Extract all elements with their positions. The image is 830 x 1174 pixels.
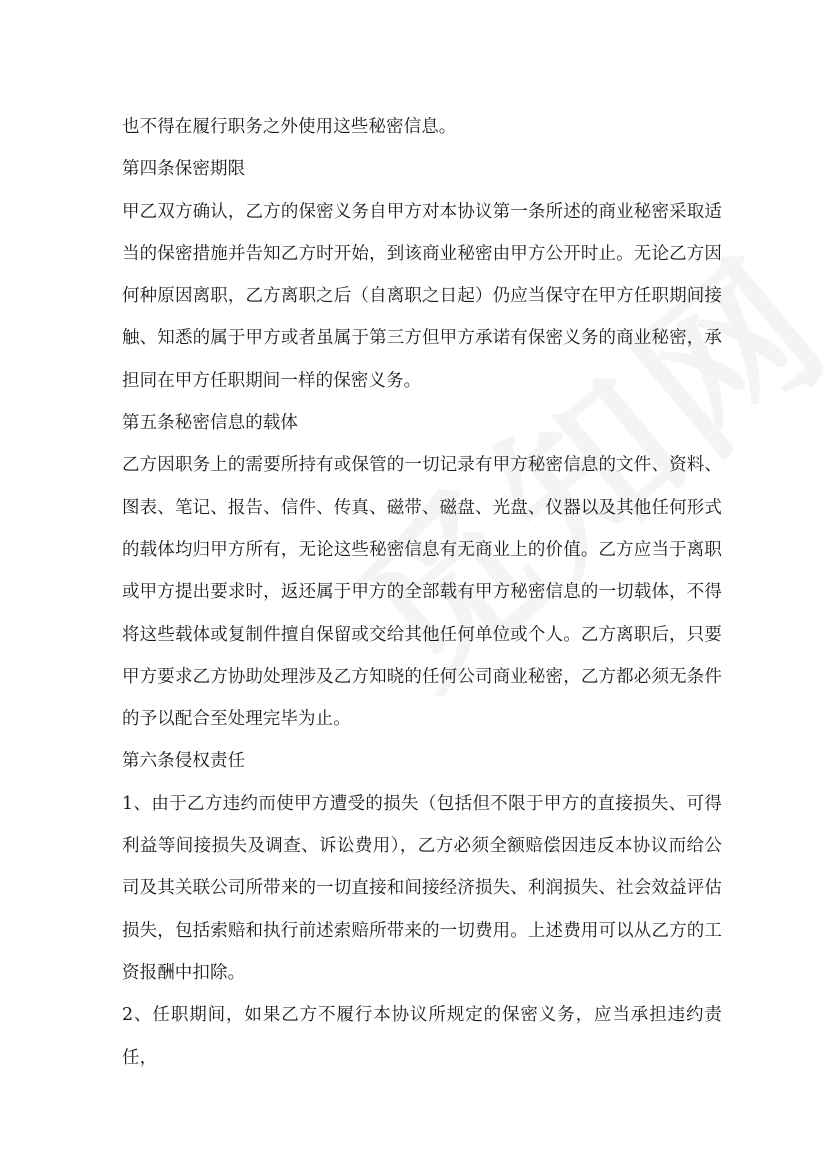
paragraph-liability-1: 1、由于乙方违约而使甲方遭受的损失（包括但不限于甲方的直接损失、可得利益等间接损失及调查、诉讼费用），乙方必须全额赔偿因违反本协议而给公司及其关联公司所带来的一切直接和间接经济损失、利润损失、社会效益评估损失，包括索赔和执行前述索赔所带来的一切费用。上述费用可以从乙方的工资报酬中扣除。 bbox=[122, 793, 722, 983]
paragraph-confidentiality-period: 甲乙双方确认，乙方的保密义务自甲方对本协议第一条所述的商业秘密采取适当的保密措施并告知乙方时开始，到该商业秘密由甲方公开时止。无论乙方因何种原因离职，乙方离职之后（自离职之日起）仍应当保守在甲方任职期间接触、知悉的属于甲方或者虽属于第三方但甲方承诺有保密义务的商业秘密，承担同在甲方任职期间一样的保密义务。 bbox=[122, 201, 722, 391]
document-body bbox=[122, 106, 722, 1079]
paragraph-information-carriers: 乙方因职务上的需要所持有或保管的一切记录有甲方秘密信息的文件、资料、图表、笔记、报告、信件、传真、磁带、磁盘、光盘、仪器以及其他任何形式的载体均归甲方所有，无论这些秘密信息有无商业上的价值。乙方应当于离职或甲方提出要求时，返还属于甲方的全部载有甲方秘密信息的一切载体，不得将这些载体或复制件擅自保留或交给其他任何单位或个人。乙方离职后，只要甲方要求乙方协助处理涉及乙方知晓的任何公司商业秘密，乙方都必须无条件的予以配合至处理完毕为止。 bbox=[122, 455, 722, 730]
section-heading-article-4: 第四条保密期限 bbox=[122, 159, 246, 180]
paragraph-continuation: 也不得在履行职务之外使用这些秘密信息。 bbox=[122, 117, 457, 137]
paragraph-liability-2: 2、任职期间，如果乙方不履行本协议所规定的保密义务，应当承担违约责任， bbox=[122, 1005, 722, 1068]
section-heading-article-5: 第五条秘密信息的载体 bbox=[122, 413, 298, 434]
section-heading-article-6: 第六条侵权责任 bbox=[122, 751, 246, 772]
